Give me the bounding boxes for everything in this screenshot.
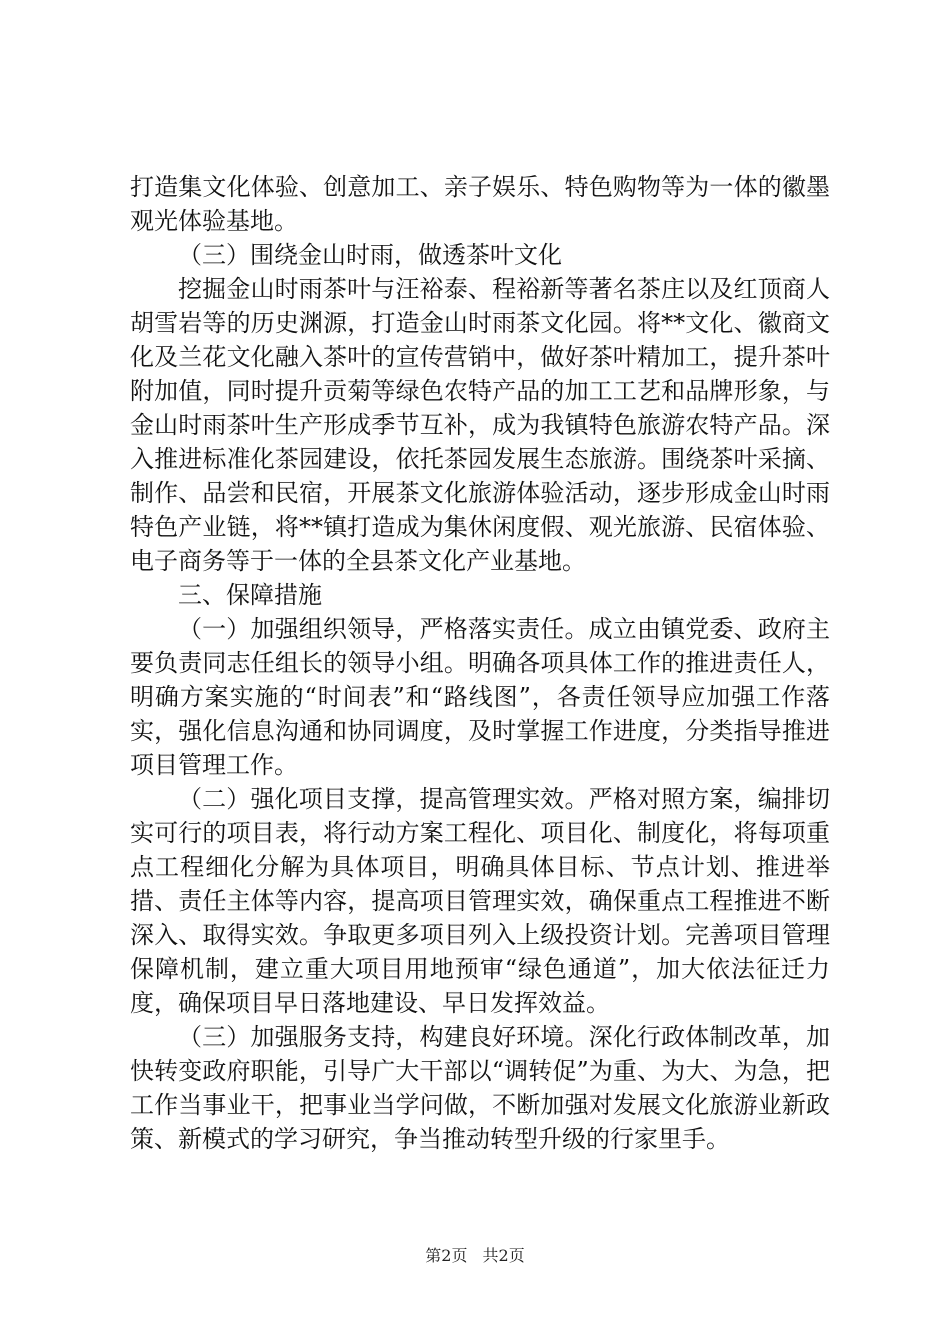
page-footer — [0, 1246, 950, 1266]
paragraph-1: 打造集文化体验、创意加工、亲子娱乐、特色购物等为一体的徽墨观光体验基地。 — [130, 173, 830, 235]
section-heading-safeguards: 三、保障措施 — [178, 581, 322, 609]
paragraph-organization: （一）加强组织领导，严格落实责任。成立由镇党委、政府主要负责同志任组长的领导小组。明确各项具体工作的推进责任人，明确方案实施的“时间表”和“路线图”，各责任领导应加强工作落实，强化信息沟通和协同调度，及时掌握工作进度，分类指导推进项目管理工作。 — [130, 615, 830, 779]
page-number: 第2页 — [425, 1246, 468, 1265]
document-body — [130, 170, 830, 1156]
paragraph-project-support: （二）强化项目支撑，提高管理实效。严格对照方案，编排切实可行的项目表，将行动方案工程化、项目化、制度化，将每项重点工程细化分解为具体项目，明确具体目标、节点计划、推进举措、责任主体等内容，提高项目管理实效，确保重点工程推进不断深入、取得实效。争取更多项目列入上级投资计划。完善项目管理保障机制，建立重大项目用地预审“绿色通道”，加大依法征迁力度，确保项目早日落地建设、早日发挥效益。 — [130, 785, 830, 1017]
paragraph-tea-culture: 挖掘金山时雨茶叶与汪裕泰、程裕新等著名茶庄以及红顶商人胡雪岩等的历史渊源，打造金山时雨茶文化园。将**文化、徽商文化及兰花文化融入茶叶的宣传营销中，做好茶叶精加工，提升茶叶附加值，同时提升贡菊等绿色农特产品的加工工艺和品牌形象，与金山时雨茶叶生产形成季节互补，成为我镇特色旅游农特产品。深入推进标准化茶园建设，依托茶园发展生态旅游。围绕茶叶采摘、制作、品尝和民宿，开展茶文化旅游体验活动，逐步形成金山时雨特色产业链，将**镇打造成为集休闲度假、观光旅游、民宿体验、电子商务等于一体的全县茶文化产业基地。 — [130, 275, 830, 575]
page-total: 共2页 — [482, 1246, 525, 1265]
paragraph-service-support: （三）加强服务支持，构建良好环境。深化行政体制改革，加快转变政府职能，引导广大干部以“调转促”为重、为大、为急，把工作当事业干，把事业当学问做，不断加强对发展文化旅游业新政策、新模式的学习研究，争当推动转型升级的行家里手。 — [130, 1023, 830, 1153]
section-heading-tea-culture: （三）围绕金山时雨，做透茶叶文化 — [178, 241, 562, 269]
